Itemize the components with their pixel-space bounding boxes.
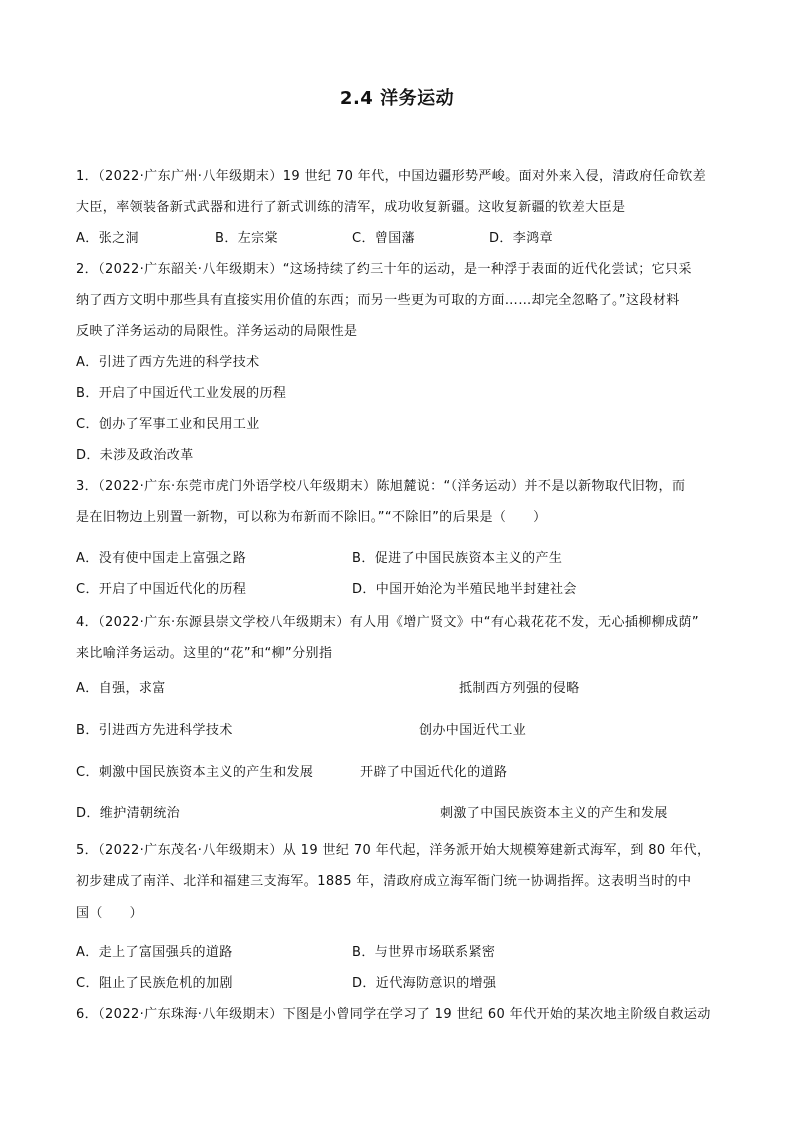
q5-option-c: C．阻止了民族危机的加剧 bbox=[76, 976, 233, 991]
q5-stem-line-2: 初步建成了南洋、北洋和福建三支海军。1885 年，清政府成立海军衙门统一协调指挥。这表明当时的中 bbox=[76, 874, 692, 889]
q1-option-c: C．曾国藩 bbox=[352, 231, 416, 246]
q2-option-c: C．创办了军事工业和民用工业 bbox=[76, 417, 260, 432]
q1-stem-line-2: 大臣，率领装备新式武器和进行了新式训练的清军，成功收复新疆。这收复新疆的钦差大臣是 bbox=[76, 200, 626, 215]
q5-option-a: A．走上了富国强兵的道路 bbox=[76, 945, 233, 960]
q1-option-b: B．左宗棠 bbox=[215, 231, 278, 246]
q4-option-a-right: 抵制西方列强的侵略 bbox=[459, 681, 580, 696]
q1-option-d: D．李鸿章 bbox=[489, 231, 554, 246]
q2-stem-line-2: 纳了西方文明中那些具有直接实用价值的东西；而另一些更为可取的方面……却完全忽略了。”这段材料 bbox=[76, 293, 680, 308]
q4-option-c-left: C．刺激中国民族资本主义的产生和发展 bbox=[76, 765, 314, 780]
q4-option-c-right: 开辟了中国近代化的道路 bbox=[360, 765, 508, 780]
q2-option-a: A．引进了西方先进的科学技术 bbox=[76, 355, 260, 370]
q2-option-b: B．开启了中国近代工业发展的历程 bbox=[76, 386, 287, 401]
q4-option-a-left: A．自强，求富 bbox=[76, 681, 166, 696]
q6-stem-line-1: 6．（2022·广东珠海·八年级期末）下图是小曾同学在学习了 19 世纪 60 年代开始的某次地主阶级自救运动 bbox=[76, 1007, 711, 1022]
q4-option-b-left: B．引进西方先进科学技术 bbox=[76, 723, 233, 738]
q2-stem-line-3: 反映了洋务运动的局限性。洋务运动的局限性是 bbox=[76, 324, 358, 339]
q2-stem-line-1: 2．（2022·广东韶关·八年级期末）“这场持续了约三十年的运动，是一种浮于表面的近代化尝试；它只采 bbox=[76, 262, 692, 277]
q4-option-d-right: 刺激了中国民族资本主义的产生和发展 bbox=[440, 806, 668, 821]
q4-stem-line-1: 4．（2022·广东·东源县崇文学校八年级期末）有人用《增广贤文》中“有心栽花花不发，无心插柳柳成荫” bbox=[76, 615, 699, 630]
q3-option-b: B．促进了中国民族资本主义的产生 bbox=[352, 551, 563, 566]
q4-stem-line-2: 来比喻洋务运动。这里的“花”和“柳”分别指 bbox=[76, 646, 333, 661]
q5-option-d: D．近代海防意识的增强 bbox=[352, 976, 497, 991]
q3-option-d: D．中国开始沦为半殖民地半封建社会 bbox=[352, 582, 577, 597]
q2-option-d: D．未涉及政治改革 bbox=[76, 448, 194, 463]
q4-option-d-left: D．维护清朝统治 bbox=[76, 806, 181, 821]
q3-stem-line-1: 3．（2022·广东·东莞市虎门外语学校八年级期末）陈旭麓说：“（洋务运动）并不是以新物取代旧物，而 bbox=[76, 479, 686, 494]
q5-option-b: B．与世界市场联系紧密 bbox=[352, 945, 496, 960]
q1-stem-line-1: 1．（2022·广东广州·八年级期末）19 世纪 70 年代，中国边疆形势严峻。面对外来入侵，清政府任命钦差 bbox=[76, 169, 707, 184]
page-title: 2.4 洋务运动 bbox=[339, 88, 455, 109]
q5-stem-line-1: 5．（2022·广东茂名·八年级期末）从 19 世纪 70 年代起，洋务派开始大规模筹建新式海军，到 80 年代， bbox=[76, 843, 711, 858]
q1-option-a: A．张之洞 bbox=[76, 231, 139, 246]
q3-option-c: C．开启了中国近代化的历程 bbox=[76, 582, 247, 597]
q5-stem-line-3: 国（ ） bbox=[76, 906, 144, 921]
q3-stem-line-2: 是在旧物边上别置一新物，可以称为布新而不除旧。”“不除旧”的后果是（ ） bbox=[76, 510, 547, 525]
q3-option-a: A．没有使中国走上富强之路 bbox=[76, 551, 247, 566]
q4-option-b-right: 创办中国近代工业 bbox=[419, 723, 527, 738]
